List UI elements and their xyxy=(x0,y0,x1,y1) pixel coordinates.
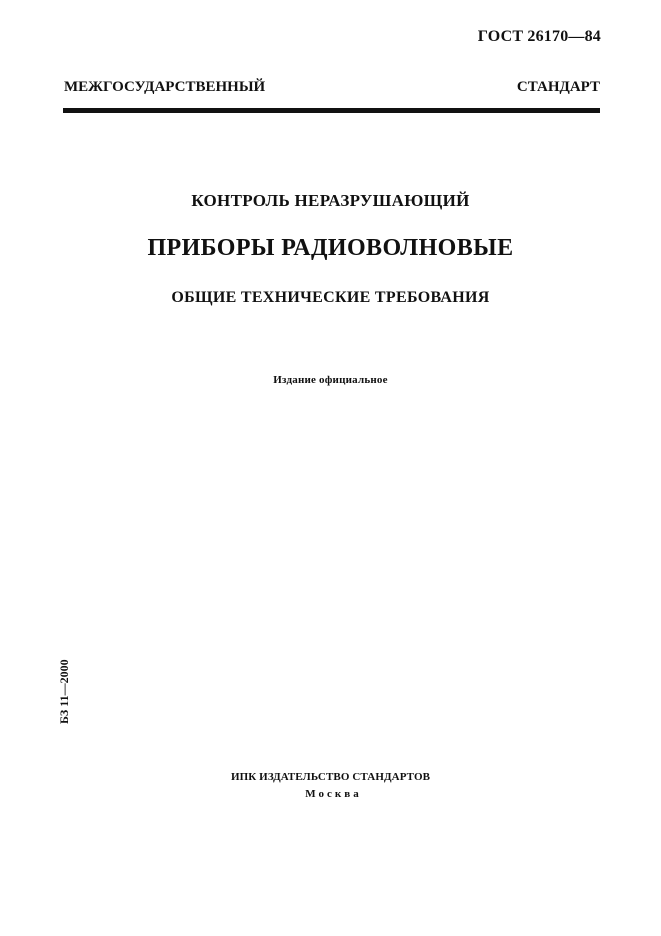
publisher-city: Москва xyxy=(305,788,362,800)
edition-note: Издание официальное xyxy=(273,374,388,386)
header-rule xyxy=(63,108,600,113)
document-subtitle: ОБЩИЕ ТЕХНИЧЕСКИЕ ТРЕБОВАНИЯ xyxy=(171,289,490,306)
publisher-name: ИПК ИЗДАТЕЛЬСТВО СТАНДАРТОВ xyxy=(230,771,431,783)
document-number: ГОСТ 26170—84 xyxy=(477,28,601,45)
document-subject: КОНТРОЛЬ НЕРАЗРУШАЮЩИЙ xyxy=(191,191,470,210)
side-code: БЗ 11—2000 xyxy=(57,659,71,724)
standard-series-label: МЕЖГОСУДАРСТВЕННЫЙ СТАНДАРТ xyxy=(64,79,600,95)
document-title: ПРИБОРЫ РАДИОВОЛНОВЫЕ xyxy=(147,235,514,261)
